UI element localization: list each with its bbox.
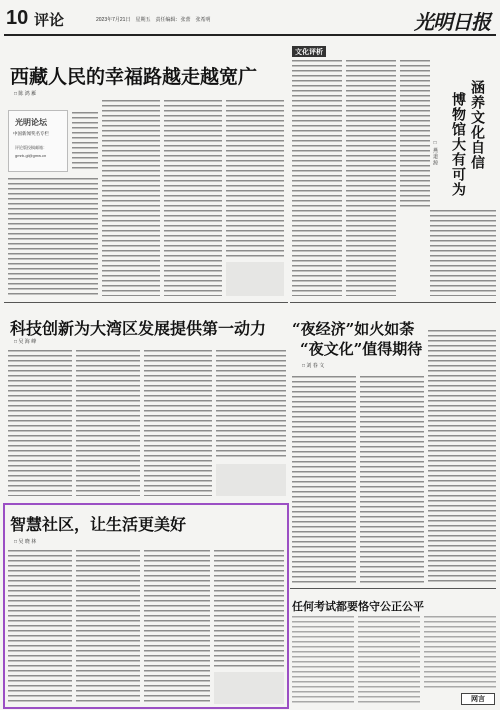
text-column — [292, 616, 354, 704]
text-column — [144, 550, 210, 704]
text-column — [144, 350, 212, 496]
night-headline-line2: “夜文化”值得期待 — [300, 340, 423, 358]
tibet-byline: □ 陈 鸿 雁 — [14, 91, 37, 97]
tibet-headline: 西藏人民的幸福路越走越宽广 — [10, 66, 258, 88]
forum-email: gmrb-gl@gmw.cn — [15, 153, 47, 158]
issue-meta: 2023年7月21日 星期五 责任编辑：张蕾 张希明 — [96, 17, 211, 23]
forum-subtitle: 中国新闻奖名专栏 — [13, 131, 49, 136]
text-column — [8, 550, 72, 704]
text-column — [346, 60, 396, 296]
text-column — [400, 60, 430, 210]
forum-submit-label: 评论版投稿邮箱： — [15, 145, 47, 150]
bay-area-headline: 科技创新为大湾区发展提供第一动力 — [10, 319, 267, 338]
night-headline-line1: “夜经济”如火如荼 — [292, 320, 415, 338]
text-column — [8, 178, 98, 296]
author-note — [216, 464, 286, 496]
text-column — [360, 376, 424, 584]
text-column — [292, 60, 342, 296]
night-byline: □ 刘 春 文 — [302, 363, 325, 369]
forum-box — [8, 110, 68, 172]
community-byline: □ 吴 晓 林 — [14, 539, 37, 545]
divider — [290, 588, 496, 589]
author-note — [214, 672, 284, 704]
wangyan-badge: 网言 — [461, 693, 495, 705]
text-column — [76, 550, 140, 704]
text-column — [428, 330, 496, 584]
forum-title: 光明论坛 — [15, 117, 47, 127]
column-tag: 文化评析 — [292, 46, 326, 57]
text-column — [8, 350, 72, 496]
masthead-logo: 光明日报 — [414, 10, 490, 34]
divider — [4, 302, 288, 303]
text-column — [72, 112, 98, 172]
page-header — [4, 6, 496, 36]
text-column — [226, 100, 284, 260]
divider — [290, 302, 496, 303]
museum-byline: □ 燕 道 源 — [432, 140, 438, 166]
text-column — [76, 350, 140, 496]
museum-headline-line2: 博物馆大有可为 — [450, 92, 466, 197]
author-note — [226, 262, 284, 296]
community-headline: 智慧社区，让生活更美好 — [10, 515, 187, 534]
text-column — [164, 100, 222, 296]
bay-area-byline: □ 吴 海 峰 — [14, 339, 37, 345]
text-column — [358, 616, 420, 704]
museum-headline-line1: 涵养文化自信 — [469, 80, 485, 170]
text-column — [214, 550, 284, 670]
text-column — [430, 210, 496, 296]
text-column — [102, 100, 160, 296]
text-column — [424, 616, 496, 690]
text-column — [292, 376, 356, 584]
text-column — [216, 350, 286, 460]
section-name: 评论 — [34, 11, 65, 29]
exam-headline: 任何考试都要恪守公正公平 — [292, 600, 424, 613]
page-number: 10 — [6, 7, 29, 29]
